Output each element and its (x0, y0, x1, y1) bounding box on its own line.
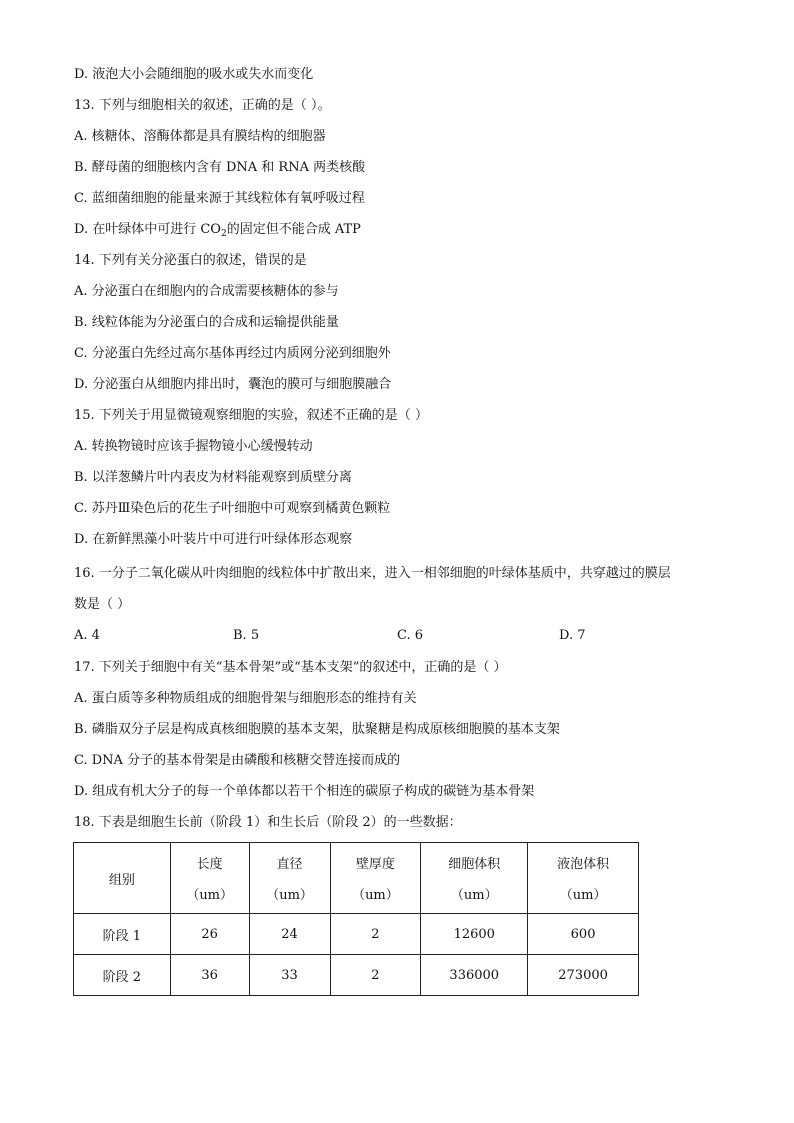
cell-group: 阶段 1 (74, 914, 171, 955)
cell-diameter: 33 (249, 955, 330, 996)
q18-stem: 18. 下表是细胞生长前（阶段 1）和生长后（阶段 2）的一些数据： (74, 815, 462, 830)
header-diameter-unit: （um） (266, 888, 313, 903)
header-wall (330, 843, 421, 914)
q14-option-d: D. 分泌蛋白从细胞内排出时，囊泡的膜可与细胞膜融合 (74, 377, 392, 392)
q13-option-b: B. 酵母菌的细胞核内含有 DNA 和 RNA 两类核酸 (74, 160, 366, 175)
header-vacuole-volume (528, 843, 639, 914)
header-length (170, 843, 249, 914)
q14-option-b: B. 线粒体能为分泌蛋白的合成和运输提供能量 (74, 315, 339, 330)
q13-option-c: C. 蓝细菌细胞的能量来源于其线粒体有氧呼吸过程 (74, 191, 365, 206)
cell-wall: 2 (330, 955, 421, 996)
cell-length: 26 (170, 914, 249, 955)
header-group: 组别 (74, 843, 171, 914)
header-vacuole-volume-label: 液泡体积 (557, 857, 610, 872)
q14-option-c: C. 分泌蛋白先经过高尔基体再经过内质网分泌到细胞外 (74, 346, 391, 361)
q13-option-d-sub: 2 (220, 229, 227, 239)
q17-option-c: C. DNA 分子的基本骨架是由磷酸和核糖交替连接而成的 (74, 753, 401, 768)
q17-stem: 17. 下列关于细胞中有关“基本骨架”或“基本支架”的叙述中，正确的是（ ） (74, 660, 507, 675)
cell-cell-volume: 12600 (421, 914, 528, 955)
header-wall-unit: （um） (352, 888, 399, 903)
q16-option-d: D. 7 (559, 628, 586, 643)
header-diameter (249, 843, 330, 914)
q16-options (74, 627, 634, 645)
q15-option-d: D. 在新鲜黑藻小叶装片中可进行叶绿体形态观察 (74, 532, 353, 547)
table-row (74, 914, 639, 955)
header-cell-volume-unit: （um） (450, 888, 498, 903)
header-wall-label: 壁厚度 (355, 857, 395, 872)
cell-group: 阶段 2 (74, 955, 171, 996)
cell-vacuole-volume: 600 (528, 914, 639, 955)
q16-stem-cont: 数是（ ） (74, 597, 131, 612)
header-vacuole-volume-unit: （um） (559, 888, 607, 903)
cell-length: 36 (170, 955, 249, 996)
header-length-unit: （um） (186, 888, 234, 903)
q15-option-b: B. 以洋葱鳞片叶内表皮为材料能观察到质壁分离 (74, 470, 352, 485)
cell-cell-volume: 336000 (421, 955, 528, 996)
q17-option-a: A. 蛋白质等多种物质组成的细胞骨架与细胞形态的维持有关 (74, 691, 417, 706)
cell-growth-table (73, 842, 639, 996)
q16-option-a: A. 4 (74, 628, 100, 643)
q15-option-a: A. 转换物镜时应该手握物镜小心缓慢转动 (74, 439, 313, 454)
q17-option-d: D. 组成有机大分子的每一个单体都以若干个相连的碳原子构成的碳链为基本骨架 (74, 784, 535, 799)
q12-option-d: D. 液泡大小会随细胞的吸水或失水而变化 (74, 67, 314, 82)
q17-option-b: B. 磷脂双分子层是构成真核细胞膜的基本支架，肽聚糖是构成原核细胞膜的基本支架 (74, 722, 560, 737)
q16-stem: 16. 一分子二氧化碳从叶肉细胞的线粒体中扩散出来，进入一相邻细胞的叶绿体基质中，共穿越过的膜层 (74, 566, 671, 581)
q15-stem: 15. 下列关于用显微镜观察细胞的实验，叙述不正确的是（ ） (74, 408, 428, 423)
header-length-label: 长度 (196, 857, 223, 872)
q13-option-d-pre: D. 在叶绿体中可进行 CO (74, 222, 221, 237)
q14-stem: 14. 下列有关分泌蛋白的叙述，错误的是 (74, 253, 307, 268)
table-header-row (74, 843, 639, 914)
q16-option-b: B. 5 (233, 628, 260, 643)
q13-option-d (74, 221, 734, 239)
q13-stem: 13. 下列与细胞相关的叙述，正确的是（ ）。 (74, 98, 331, 113)
header-diameter-label: 直径 (276, 857, 303, 872)
q15-option-c: C. 苏丹Ⅲ染色后的花生子叶细胞中可观察到橘黄色颗粒 (74, 501, 391, 516)
cell-wall: 2 (330, 914, 421, 955)
table-row (74, 955, 639, 996)
q13-option-d-post: 的固定但不能合成 ATP (226, 222, 361, 237)
q14-option-a: A. 分泌蛋白在细胞内的合成需要核糖体的参与 (74, 284, 339, 299)
cell-diameter: 24 (249, 914, 330, 955)
q13-option-a: A. 核糖体、溶酶体都是具有膜结构的细胞器 (74, 129, 326, 144)
header-cell-volume-label: 细胞体积 (448, 857, 501, 872)
cell-vacuole-volume: 273000 (528, 955, 639, 996)
q16-option-c: C. 6 (397, 628, 424, 643)
header-cell-volume (421, 843, 528, 914)
